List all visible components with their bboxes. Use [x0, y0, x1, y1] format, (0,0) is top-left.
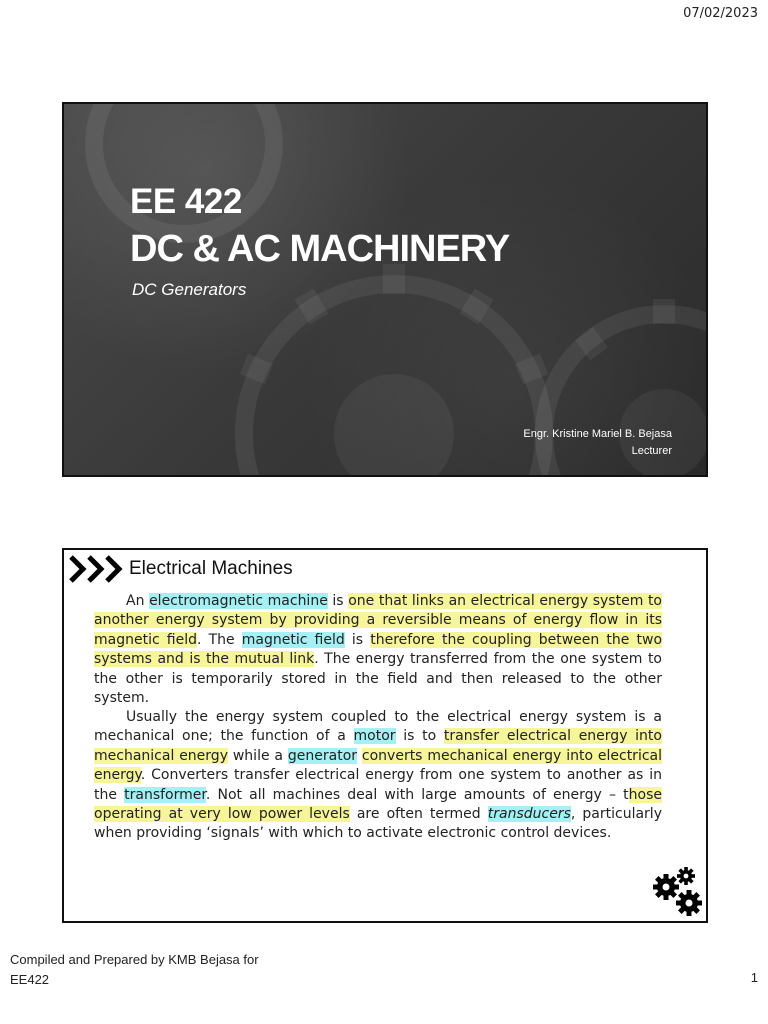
text-run: is: [327, 593, 349, 609]
gears-icon: [652, 867, 704, 919]
highlight-term: electromagnetic machine: [149, 593, 328, 609]
text-run: Usually the energy system coupled to the electrical energy system is a mechanical one; the function of a: [94, 709, 662, 745]
text-run: is: [344, 631, 371, 648]
footer-line-1: Compiled and Prepared by KMB Bejasa for: [10, 952, 259, 967]
author-name: Engr. Kristine Mariel B. Bejasa: [523, 428, 672, 440]
page-number: 1: [750, 970, 758, 985]
slide-heading: Electrical Machines: [129, 558, 293, 579]
highlight-term: magnetic field: [241, 631, 345, 648]
text-run: . The energy transferred from the one system to the other is temporarily stored in the field and then released to the other system.: [94, 651, 662, 707]
chevrons-icon: [68, 552, 128, 586]
slide-subtitle: DC Generators: [132, 280, 247, 299]
paragraph-1: [94, 592, 662, 708]
highlight-phrase: converts mechanical energy into electrical energy: [94, 747, 662, 784]
highlight-phrase: transfer electrical energy into mechanical energy: [94, 728, 662, 764]
text-run: are often termed: [349, 806, 488, 823]
author-block: [523, 426, 672, 460]
text-run: An: [126, 593, 150, 609]
author-role: Lecturer: [631, 445, 672, 457]
slide-title-course-name: DC & AC MACHINERY: [130, 228, 510, 270]
highlight-phrase: therefore the coupling between the two systems and is the mutual link: [94, 631, 663, 668]
highlight-term: transducers: [487, 806, 571, 823]
slide-title-course-code: EE 422: [130, 182, 242, 221]
highlight-phrase: one that links an electrical energy system to another energy system by providing a reversible means of energy flow in its magnetic field: [94, 593, 662, 648]
highlight-term: generator: [287, 747, 358, 764]
text-run: while a: [227, 747, 288, 764]
highlight-phrase: hose operating at very low power levels: [94, 786, 662, 823]
text-run: is to: [395, 728, 444, 745]
text-run: . Not all machines deal with large amounts of energy – t: [205, 786, 629, 803]
highlight-term: transformer: [124, 786, 206, 803]
title-slide: [62, 102, 708, 477]
text-run: , particularly when providing ‘signals’ with which to activate electronic control devices.: [94, 806, 662, 842]
paragraph-2: [94, 708, 662, 844]
content-slide: [62, 548, 708, 923]
footer-line-2: EE422: [10, 972, 50, 987]
page-date: 07/02/2023: [683, 6, 758, 21]
highlight-term: motor: [353, 728, 396, 745]
text-run: . The: [197, 631, 242, 648]
text-run: . Converters transfer electrical energy from one system to another as in the: [94, 767, 662, 803]
footer-credit: [10, 950, 259, 990]
